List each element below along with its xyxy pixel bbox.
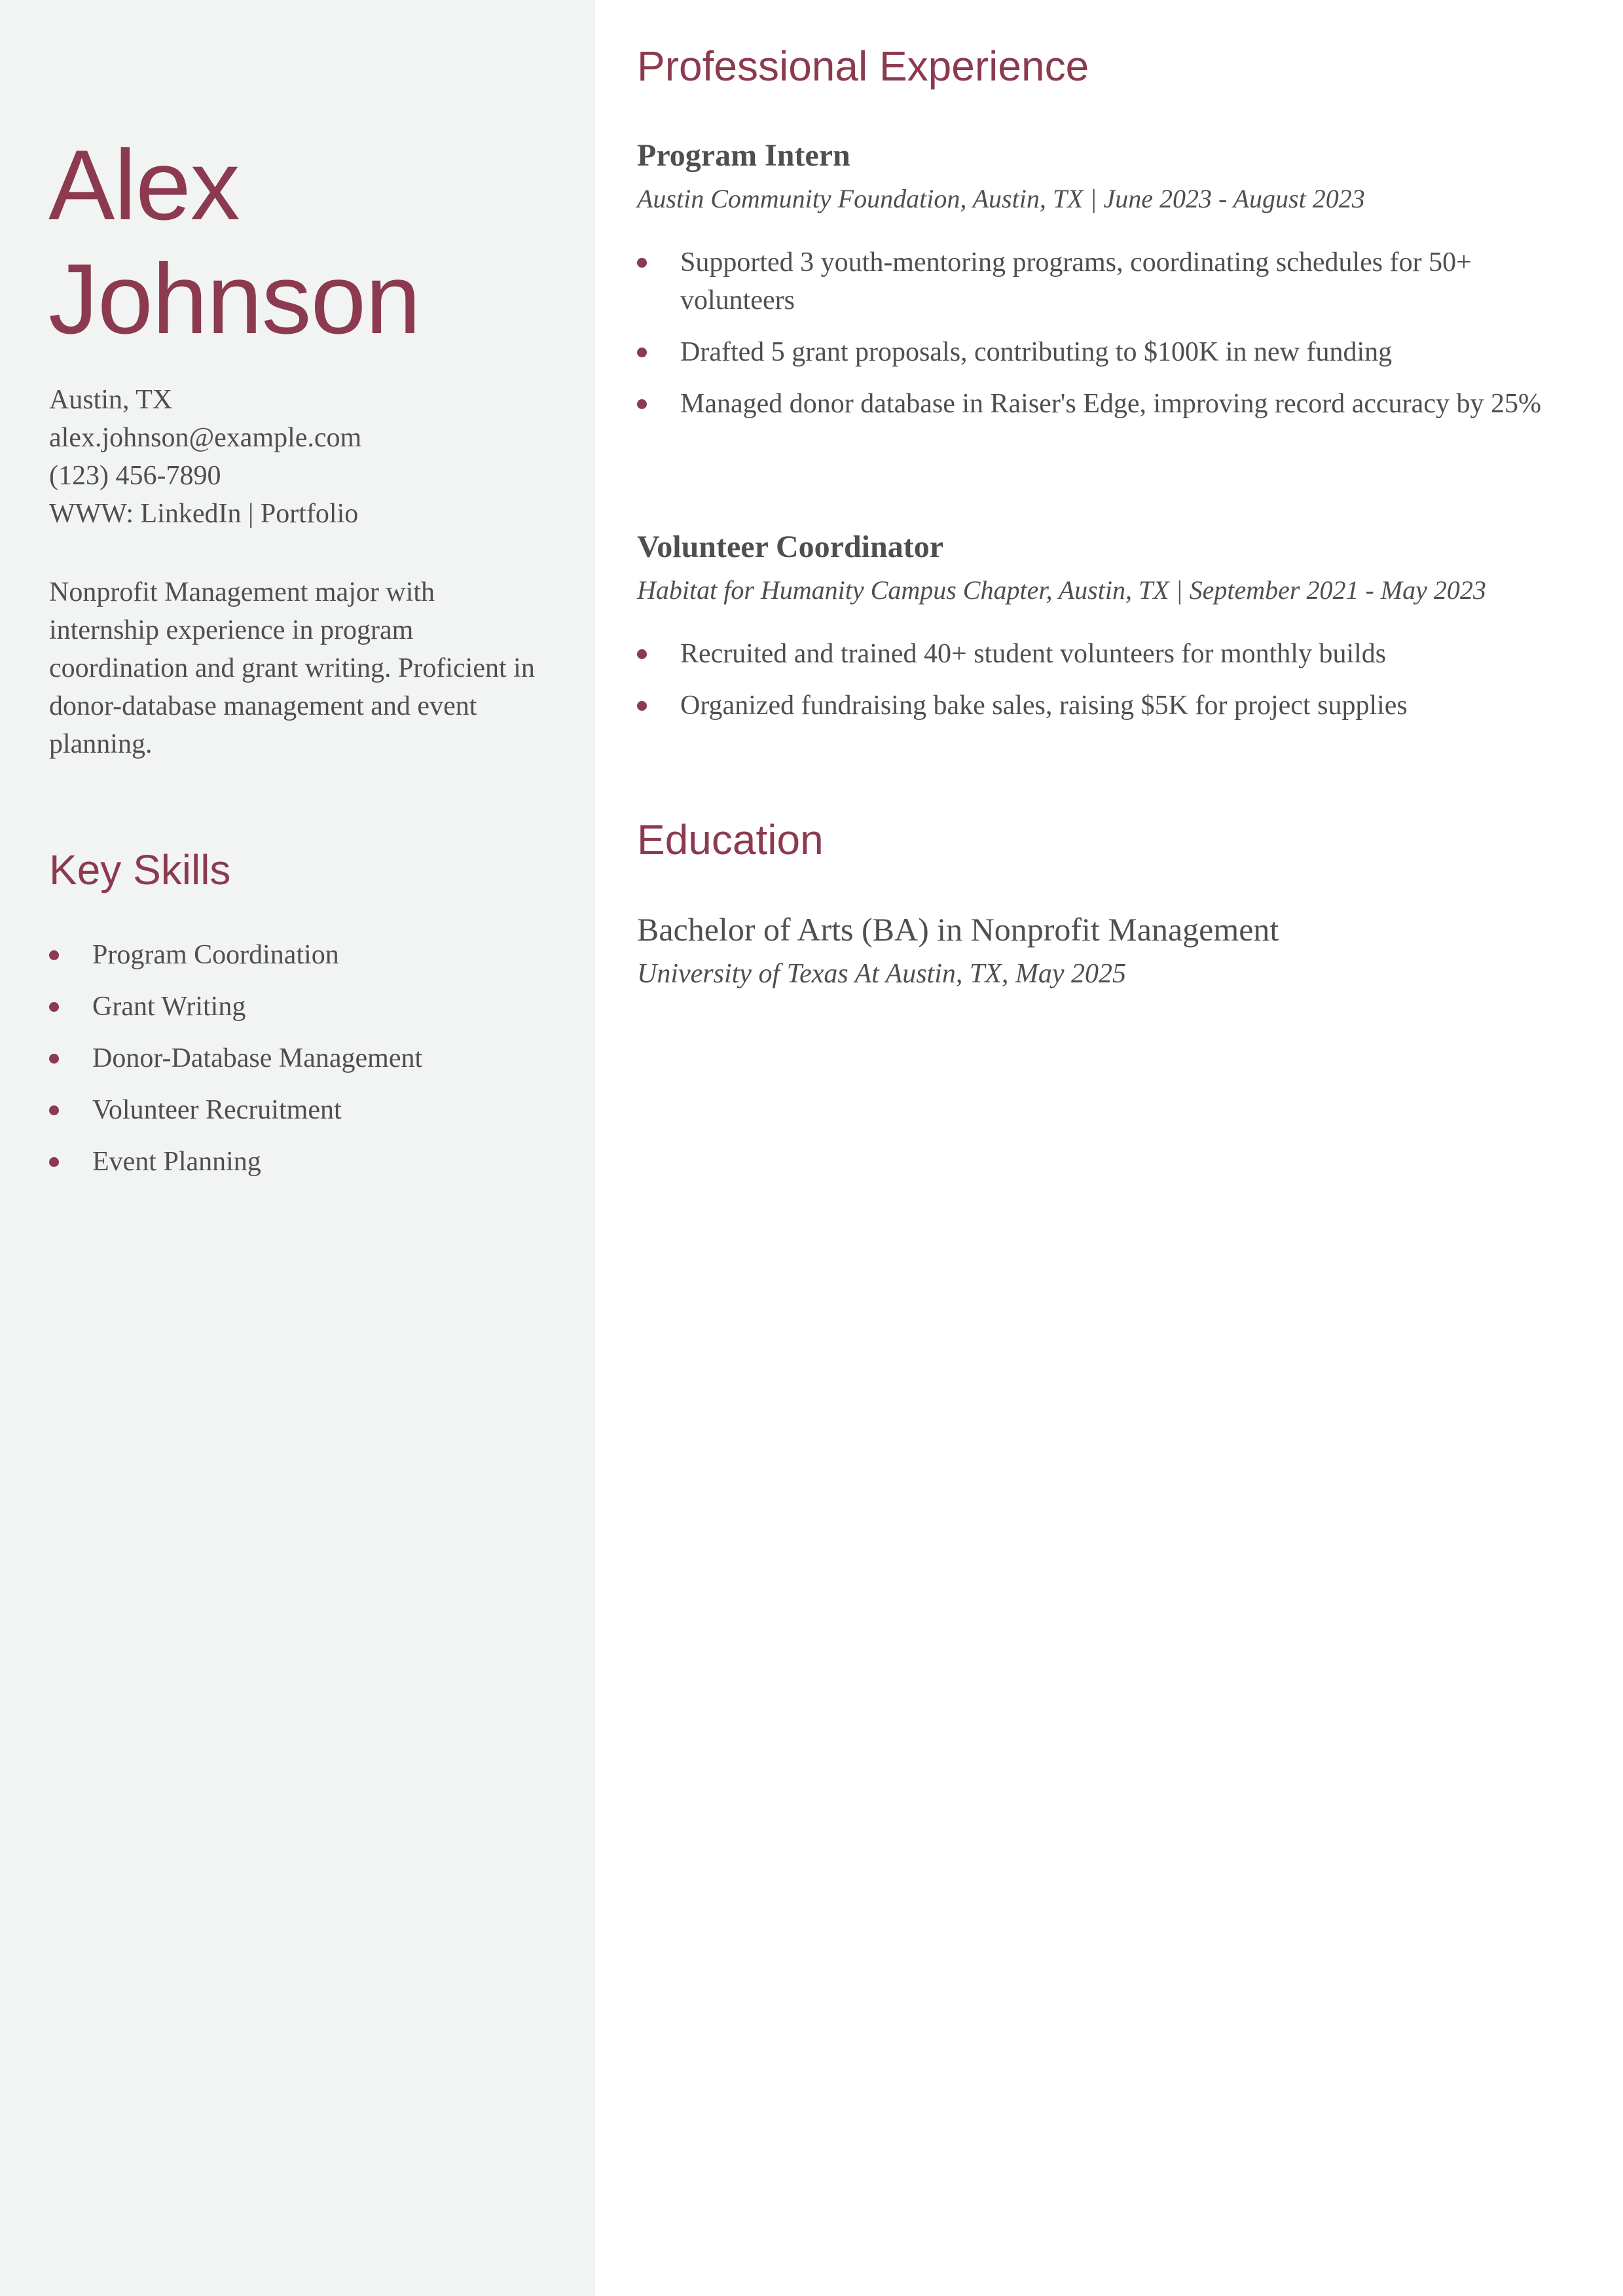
skill-item: Program Coordination [49, 936, 566, 974]
skill-item: Grant Writing [49, 988, 566, 1026]
profile-summary: Nonprofit Management major with internship experience in program coordination and grant writing. Proficient in donor-database management and event planning. [49, 577, 535, 759]
job-meta: Austin Community Foundation, Austin, TX | June 2023 - August 2023 [637, 184, 1365, 213]
job-bullet: Drafted 5 grant proposals, contributing to $100K in new funding [637, 333, 1586, 371]
location-text: Austin, TX [49, 385, 173, 415]
job-bullet: Managed donor database in Raiser's Edge, improving record accuracy by 25% [637, 385, 1586, 423]
candidate-name [48, 128, 559, 356]
education-entry [637, 908, 1586, 992]
skills-list [49, 936, 566, 1194]
main-content [595, 0, 1623, 2296]
job-entry-program-intern [637, 136, 1586, 437]
job-role: Program Intern [637, 138, 850, 173]
first-name: Alex [48, 130, 240, 241]
job-bullets [637, 243, 1586, 423]
skill-item: Volunteer Recruitment [49, 1091, 566, 1129]
job-bullet: Organized fundraising bake sales, raising $5K for project supplies [637, 687, 1586, 725]
experience-heading: Professional Experience [637, 43, 1089, 90]
job-meta: Habitat for Humanity Campus Chapter, Austin, TX | September 2021 - May 2023 [637, 575, 1486, 605]
job-entry-volunteer-coordinator [637, 528, 1586, 738]
skills-heading: Key Skills [49, 846, 231, 893]
phone-text: (123) 456-7890 [49, 461, 221, 491]
email-link[interactable]: alex.johnson@example.com [49, 423, 362, 453]
sidebar [0, 0, 595, 2296]
job-bullet: Supported 3 youth-mentoring programs, coordinating schedules for 50+ volunteers [637, 243, 1586, 319]
last-name: Johnson [48, 243, 420, 355]
web-links[interactable]: WWW: LinkedIn | Portfolio [49, 499, 359, 529]
job-bullets [637, 635, 1586, 725]
degree-text: Bachelor of Arts (BA) in Nonprofit Management [637, 911, 1279, 948]
job-bullet: Recruited and trained 40+ student volunteers for monthly builds [637, 635, 1586, 673]
contact-info [49, 381, 566, 533]
job-role: Volunteer Coordinator [637, 529, 943, 564]
skill-item: Event Planning [49, 1143, 566, 1181]
school-text: University of Texas At Austin, TX, May 2025 [637, 959, 1127, 989]
skill-item: Donor-Database Management [49, 1039, 566, 1077]
education-heading: Education [637, 816, 824, 863]
